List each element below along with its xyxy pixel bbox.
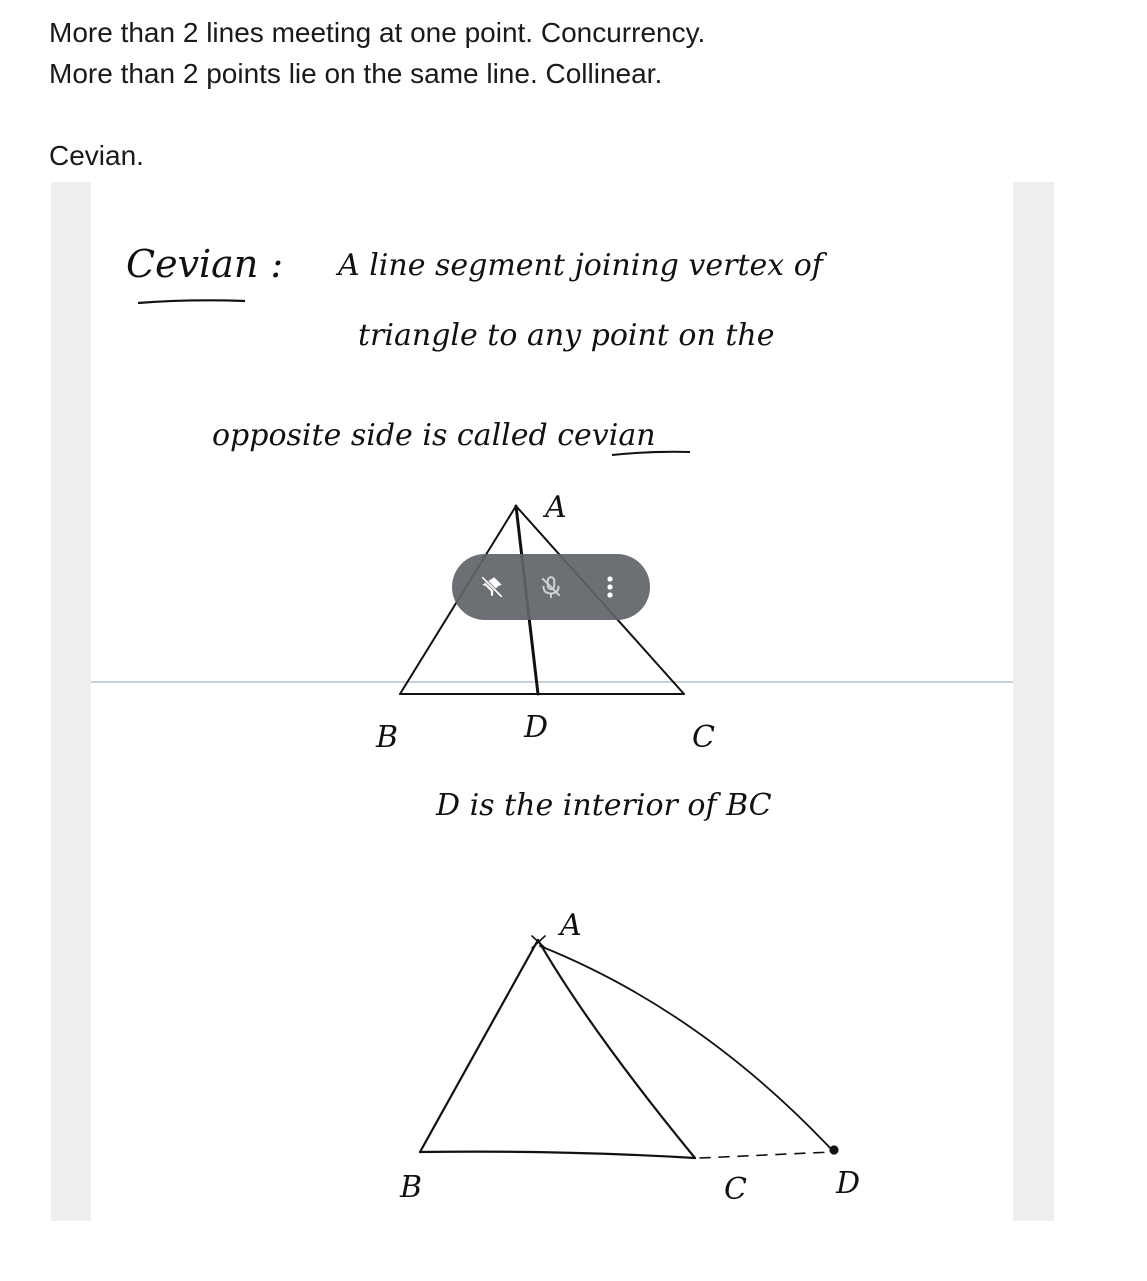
fig1-label-D: D [524, 710, 549, 745]
fig2-side-BC [420, 1152, 695, 1158]
note-heading: Cevian : [126, 242, 284, 286]
floating-toolbar[interactable] [452, 554, 650, 620]
fig2-label-B: B [400, 1170, 423, 1205]
mic-off-icon[interactable] [531, 567, 571, 607]
doc-line-concurrency: More than 2 lines meeting at one point. Concurrency. [49, 17, 706, 48]
fig2-side-AC [538, 940, 695, 1158]
fig1-label-A: A [545, 490, 567, 525]
fig1-label-B: B [376, 720, 399, 755]
pin-off-icon[interactable] [472, 567, 512, 607]
fig2-side-AB [420, 940, 538, 1152]
doc-line-cevian: Cevian. [49, 140, 144, 171]
doc-line-collinear: More than 2 points lie on the same line. Collinear. [49, 58, 663, 89]
heading-underline [138, 300, 245, 303]
fig2-vertex-mark [532, 936, 545, 948]
fig2-label-D: D [836, 1166, 861, 1201]
fig1-caption: D is the interior of BC [436, 788, 772, 823]
definition-line-2: triangle to any point on the [358, 318, 775, 353]
definition-line-3: opposite side is called cevian [212, 418, 656, 453]
cevian-underline [612, 452, 690, 455]
fig2-label-A: A [560, 908, 582, 943]
definition-line-1: A line segment joining vertex of [338, 248, 823, 283]
fig1-label-C: C [692, 720, 715, 755]
fig2-extension-CD [700, 1152, 832, 1158]
fig2-point-D [831, 1147, 838, 1154]
fig2-cevian-AD [540, 946, 832, 1150]
more-vert-icon[interactable] [590, 567, 630, 607]
triangle-figure-2 [420, 936, 838, 1158]
fig2-label-C: C [724, 1172, 747, 1207]
